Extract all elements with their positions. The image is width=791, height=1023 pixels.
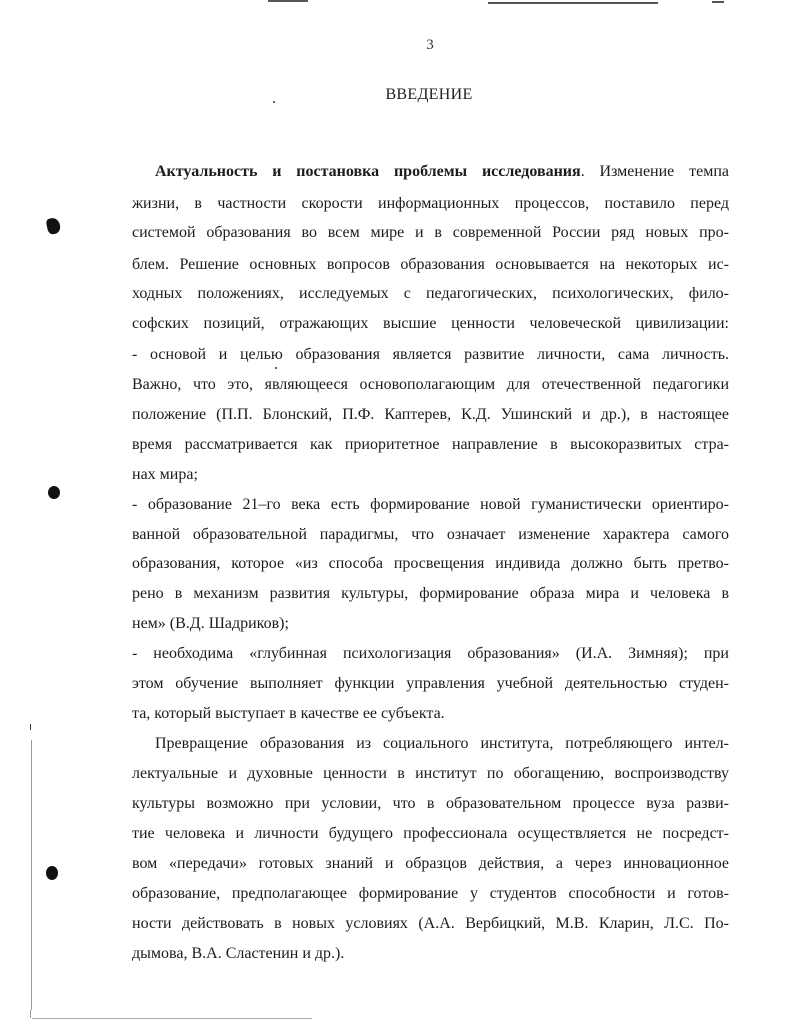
list-item-line: - образование 21–го века есть формирование новой гуманистически ориентиро- bbox=[132, 496, 729, 513]
text-line: лектуальные и духовные ценности в институт по обогащению, воспроизводству bbox=[132, 765, 729, 782]
scan-speck bbox=[30, 724, 31, 730]
text-line-rest: . Изменение темпа bbox=[580, 163, 729, 180]
list-item-line: - необходима «глубинная психологизация образования» (И.А. Зимняя); при bbox=[132, 645, 729, 662]
text-line: софских позиций, отражающих высшие ценности человеческой цивилизации: bbox=[132, 315, 729, 332]
text-line: ванной образовательной парадигмы, что означает изменение характера самого bbox=[132, 526, 729, 543]
text-line: нем» (В.Д. Шадриков); bbox=[132, 615, 289, 632]
text-line: ности действовать в новых условиях (А.А. Вербицкий, М.В. Кларин, Л.С. По- bbox=[132, 915, 729, 932]
text-line: образование, предполагающее формирование у студентов способности и готов- bbox=[132, 885, 729, 902]
section-heading-inline: Актуальность и постановка проблемы исследования bbox=[155, 163, 581, 180]
text-line: положение (П.П. Блонский, П.Ф. Каптерев, К.Д. Ушинский и др.), в настоящее bbox=[132, 406, 729, 423]
page-number: 3 bbox=[426, 37, 434, 53]
page-title: ВВЕДЕНИЕ bbox=[385, 86, 473, 103]
text-line: этом обучение выполняет функции управления учебной деятельностью студен- bbox=[132, 675, 729, 692]
scan-artifact-margin-line bbox=[31, 740, 32, 1010]
scan-artifact-margin-line bbox=[30, 1010, 31, 1018]
text-line: та, который выступает в качестве ее субъекта. bbox=[132, 705, 445, 722]
scan-artifact-top-line bbox=[488, 2, 658, 4]
text-line: ходных положениях, исследуемых с педагогических, психологических, фило- bbox=[132, 285, 729, 302]
text-line: образования, которое «из способа просвещения индивида должно быть претво- bbox=[132, 555, 729, 572]
scan-speck bbox=[275, 367, 277, 369]
scan-artifact-top-line bbox=[712, 1, 724, 3]
text-line: дымова, В.А. Сластенин и др.). bbox=[132, 945, 345, 962]
binder-hole-mark bbox=[48, 486, 60, 499]
text-line: рено в механизм развития культуры, формирование образа мира и человека в bbox=[132, 585, 729, 602]
text-line: время рассматривается как приоритетное направление в высокоразвитых стра- bbox=[132, 436, 729, 453]
text-line: жизни, в частности скорости информационных процессов, поставило перед bbox=[132, 195, 729, 212]
text-line: нах мира; bbox=[132, 466, 198, 483]
scan-artifact-bottom-line bbox=[32, 1018, 312, 1019]
binder-hole-mark bbox=[46, 866, 58, 880]
text-line: вом «передачи» готовых знаний и образцов действия, а через инновационное bbox=[132, 855, 729, 872]
text-line bbox=[155, 160, 729, 184]
scan-artifact-top-line bbox=[268, 0, 308, 2]
binder-hole-mark bbox=[45, 217, 61, 235]
text-line: тие человека и личности будущего профессионала осуществляется не посредст- bbox=[132, 825, 729, 842]
list-item-line: - основой и целью образования является развитие личности, сама личность. bbox=[132, 346, 729, 363]
text-line: культуры возможно при условии, что в образовательном процессе вуза разви- bbox=[132, 795, 729, 812]
text-line: блем. Решение основных вопросов образования основывается на некоторых ис- bbox=[132, 256, 729, 273]
text-line: Превращение образования из социального института, потребляющего интел- bbox=[155, 735, 729, 752]
text-line: системой образования во всем мире и в современной России ряд новых про- bbox=[132, 224, 729, 241]
text-line: Важно, что это, являющееся основополагающим для отечественной педагогики bbox=[132, 376, 729, 393]
